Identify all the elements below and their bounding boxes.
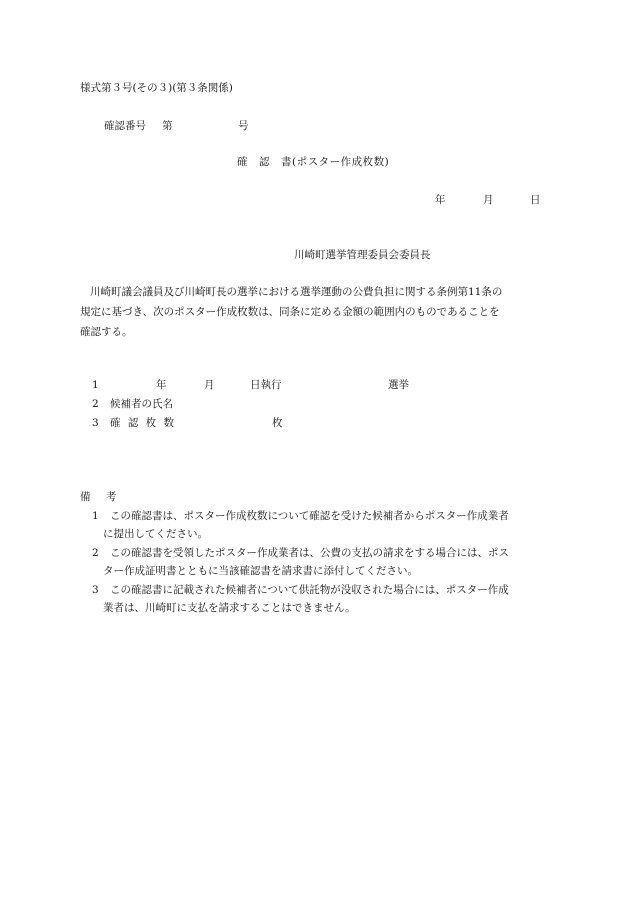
confirmation-number-suffix: 号 bbox=[238, 120, 249, 132]
confirmation-number-prefix: 第 bbox=[162, 120, 173, 132]
item-2-number: 2 bbox=[92, 398, 99, 410]
note-2-line-1: この確認書を受領したポスター作成業者は、公費の支払の請求をする場合には、ポス bbox=[110, 547, 509, 559]
item-1-day-label: 日執行 bbox=[250, 379, 282, 391]
intro-line-2: 規定に基づき、次のポスター作成枚数は、同条に定める金額の範囲内のものであることを bbox=[80, 306, 500, 318]
item-2-candidate-name-label: 候補者の氏名 bbox=[110, 398, 173, 410]
intro-line-1: 川崎町議会議員及び川崎町長の選挙における選挙運動の公費負担に関する条例第11条の bbox=[90, 286, 503, 298]
date-day-label: 日 bbox=[530, 194, 541, 206]
item-1-month-label: 月 bbox=[204, 379, 215, 391]
note-3-line-2: 業者は、川崎町に支払を請求することはできません。 bbox=[103, 602, 356, 614]
notes-heading: 備 考 bbox=[80, 491, 123, 503]
date-month-label: 月 bbox=[483, 194, 494, 206]
issuer-title: 川崎町選挙管理委員会委員長 bbox=[294, 249, 431, 261]
item-1-year-label: 年 bbox=[156, 379, 167, 391]
date-year-label: 年 bbox=[435, 194, 446, 206]
form-number: 様式第３号(その３)(第３条関係) bbox=[80, 82, 233, 94]
item-3-unit-label: 枚 bbox=[272, 417, 283, 429]
note-2-number: 2 bbox=[92, 547, 99, 559]
item-3-confirmed-count-label: 確 認 枚 数 bbox=[110, 417, 177, 429]
note-3-line-1: この確認書に記載された候補者について供託物が没収された場合には、ポスター作成 bbox=[110, 584, 509, 596]
note-1-line-1: この確認書は、ポスター作成枚数について確認を受けた候補者からポスター作成業者 bbox=[110, 510, 509, 522]
item-1-election-label: 選挙 bbox=[388, 379, 409, 391]
item-3-number: 3 bbox=[92, 417, 99, 429]
note-2-line-2: ター作成証明書とともに当該確認書を請求書に添付してください。 bbox=[103, 565, 418, 577]
note-1-line-2: に提出してください。 bbox=[103, 528, 208, 540]
document-title: 確 認 書(ポスター作成枚数) bbox=[237, 156, 390, 168]
note-3-number: 3 bbox=[92, 584, 99, 596]
confirmation-number-label: 確認番号 bbox=[104, 120, 146, 132]
intro-line-3: 確認する。 bbox=[80, 326, 133, 338]
item-1-number: 1 bbox=[92, 379, 99, 391]
note-1-number: 1 bbox=[92, 510, 99, 522]
